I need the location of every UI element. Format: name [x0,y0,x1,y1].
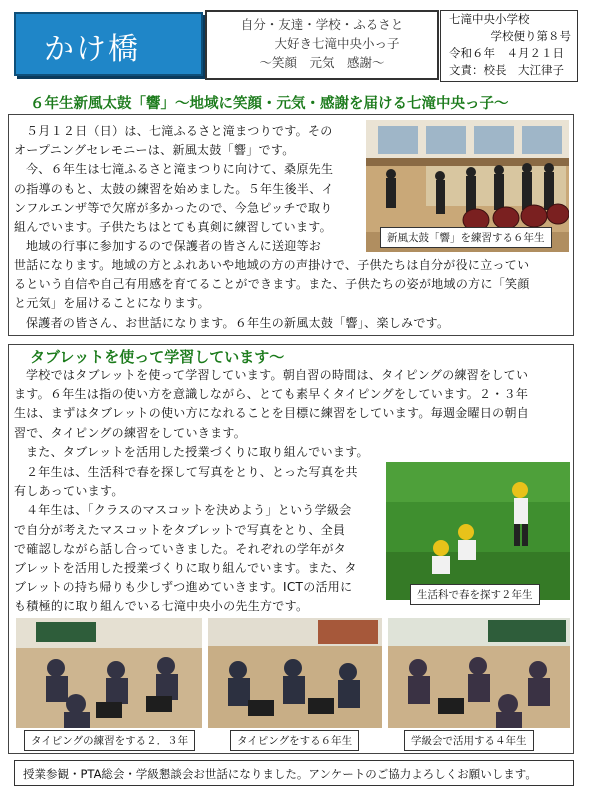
text-line: ２年生は、生活科で春を探して写真をとり、とった写真を共 [26,465,358,479]
footer-text: 授業参観・PTA総会・学級懇談会お世話になりました。アンケートのご協力よろしくお願いします。 [23,767,537,781]
text-line: 世話になります。地域の方とふれあいや地域の方の声掛けで、子供たちは自分が役に立ってい [14,258,530,272]
footer-notice [14,760,574,786]
text-line: 保護者の皆さん、お世話になります。６年生の新風太鼓「響」、楽しみです。 [26,315,450,330]
motto-line-1: 自分・友達・学校・ふるさと [240,17,404,32]
text-line: るという自信や自己有用感を育てることができます。また、子供たちの姿が地域の方に「笑顔 [14,277,530,292]
text-line: 地域の行事に参加するので保護者の皆さんに送迎等お [26,239,322,254]
text-line: の指導のもと、太鼓の練習を始めました。５年生後半、イ [14,181,334,196]
text-line: また、タブレットを活用した授業づくりに取り組んでいます。 [26,444,369,459]
typing-grade6-photo [208,618,382,728]
article1-para1 [14,122,359,256]
school-motto-box [205,10,439,80]
newsletter-title-banner [14,12,203,76]
motto-line-2: 大好き七滝中央小っ子 [274,36,400,51]
text-line: と元気」を届けることになります。 [14,296,210,311]
grade4-caption: 学級会で活用する４年生 [404,730,534,751]
text-line: ブレットを活用した授業づくりに取り組んでいます。また、タ [14,561,357,576]
text-line: ます。６年生は指の使い方を意識しながら、とても素早くタイピングをしています。２・３年 [14,387,529,402]
grade6-caption: タイピングをする６年生 [230,730,359,751]
text-line: ５月１２日（日）は、七滝ふるさと滝まつりです。その [26,124,333,138]
text-line: で自分が考えたマスコットをタブレットで写真をとり、全員 [14,522,346,537]
text-line: 今、６年生は七滝ふるさと滝まつりに向けて、桑原先生 [26,162,334,177]
text-line: 有しあっています。 [14,484,124,499]
school-name: 七滝中央小学校 [449,12,530,26]
motto-line-3: 〜笑顔 元気 感謝〜 [259,55,385,70]
text-line: ンフルエンザ等で欠席が多かったので、今急ピッチで取り [14,200,333,215]
text-line: オープニングセレモニーは、新風太鼓「響」です。 [14,143,295,158]
text-line: で確認しながら話し合っていきました。それぞれの学年がタ [14,541,347,556]
school-info-box [440,10,578,82]
class-meeting-grade4-photo [388,618,570,728]
taiko-photo-caption: 新風太鼓「響」を練習する６年生 [380,227,552,248]
article2-body [14,463,384,617]
grade23-caption: タイピングの練習をする２．３年 [24,730,195,751]
newsletter-number: 学校便り第８号 [490,29,571,43]
text-line: 組んでいます。子供たちはとても真剣に練習しています。 [14,220,332,235]
text-line: も積極的に取り組んでいる七滝中央小の先生方です。 [14,599,309,614]
author: 文責：校長 大江律子 [449,63,564,77]
text-line: 習で、タイピングの練習をしていきます。 [14,425,247,440]
article1-headline: ６年生新風太鼓「響」〜地域に笑顔・元気・感謝を届ける七滝中央っ子〜 [30,96,509,112]
spring-search-photo [386,462,570,600]
article2-intro [14,366,570,462]
article1-para2 [14,256,570,333]
issue-date: 令和６年 ４月２１日 [449,46,564,60]
text-line: 生は、まずはタブレットの使い方になれることを目標に練習をしています。毎週金曜日の朝自 [14,406,530,421]
newsletter-title: かけ橋 [44,32,140,67]
spring-photo-caption: 生活科で春を探す２年生 [410,584,540,605]
text-line: 学校ではタブレットを使って学習しています。朝自習の時間は、タイピングの練習をしてい [26,368,529,382]
text-line: ブレットの持ち帰りも少しずつ進めていきます。ICTの活用に [14,580,353,595]
article2-headline: タブレットを使って学習しています〜 [30,348,285,366]
text-line: ４年生は、「クラスのマスコットを決めよう」という学級会 [26,503,352,518]
typing-grade23-photo [16,618,202,728]
